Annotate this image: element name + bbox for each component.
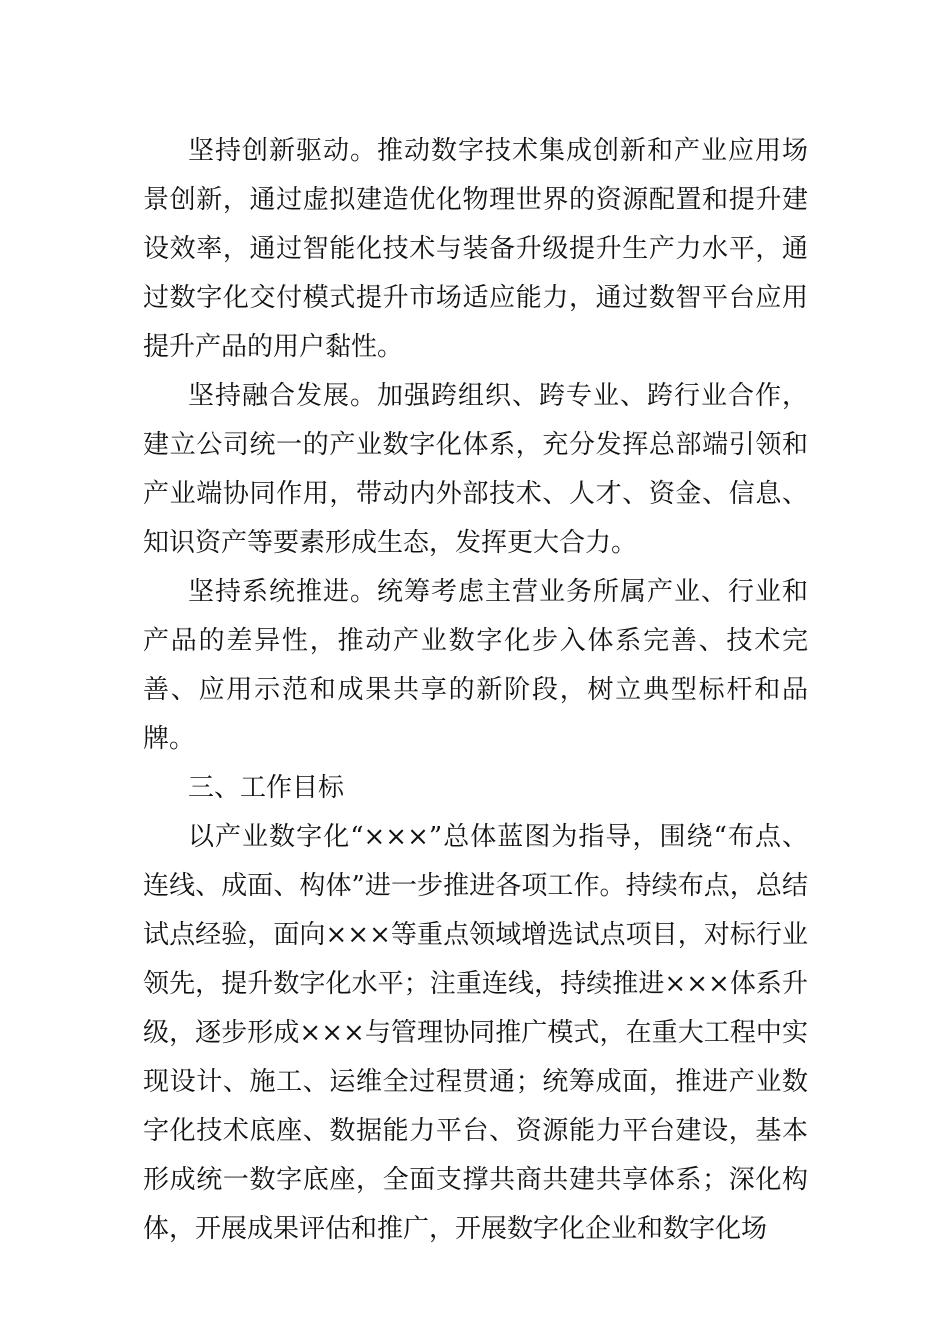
document-page (143, 127, 808, 1254)
paragraph-systematic-advancement: 坚持系统推进。统筹考虑主营业务所属产业、行业和产品的差异性，推动产业数字化步入体系完善、技术完善、应用示范和成果共享的新阶段，树立典型标杆和品牌。 (143, 577, 808, 754)
paragraph-work-goals-body: 以产业数字化“×××”总体蓝图为指导，围绕“布点、连线、成面、构体”进一步推进各项工作。持续布点，总结试点经验，面向×××等重点领域增选试点项目，对标行业领先，提升数字化水平；注重连线，持续推进×××体系升级，逐步形成×××与管理协同推广模式，在重大工程中实现设计、施工、运维全过程贯通；统筹成面，推进产业数字化技术底座、数据能力平台、资源能力平台建设，基本形成统一数字底座，全面支撑共商共建共享体系；深化构体，开展成果评估和推广，开展数字化企业和数字化场 (143, 822, 808, 1244)
section-heading-work-goals: 三、工作目标 (188, 773, 345, 803)
paragraph-innovation-driven: 坚持创新驱动。推动数字技术集成创新和产业应用场景创新，通过虚拟建造优化物理世界的资源配置和提升建设效率，通过智能化技术与装备升级提升生产力水平，通过数字化交付模式提升市场适应能力，通过数智平台应用提升产品的用户黏性。 (143, 136, 808, 362)
paragraph-integrated-development: 坚持融合发展。加强跨组织、跨专业、跨行业合作，建立公司统一的产业数字化体系，充分发挥总部端引领和产业端协同作用，带动内外部技术、人才、资金、信息、知识资产等要素形成生态，发挥更大合力。 (143, 381, 808, 558)
